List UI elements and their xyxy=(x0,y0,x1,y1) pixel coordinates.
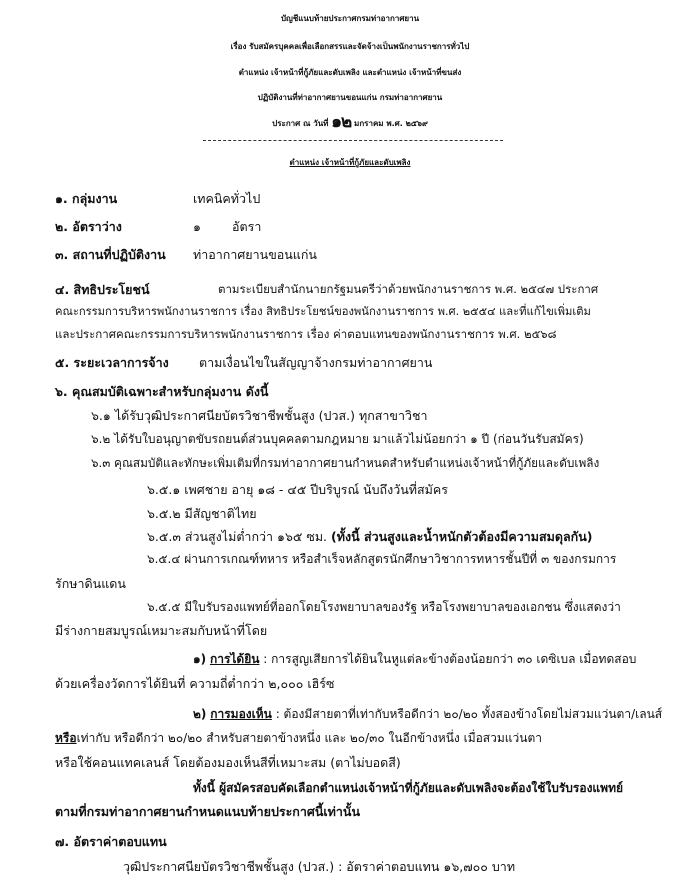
s4-line-2: คณะกรรมการบริหารพนักงานราชการ เรื่อง สิทธิประโยชน์ของพนักงานราชการ พ.ศ. ๒๕๕๔ และที่แก้ไขเพิ่มเติม xyxy=(55,305,591,318)
s6-sub-4-line-1: ๖.๕.๔ ผ่านการเกณฑ์ทหาร หรือสำเร็จหลักสูตรนักศึกษาวิชาการทหารชั้นปีที่ ๓ ของกรมการ xyxy=(147,552,617,566)
hearing-line-1 xyxy=(193,651,636,668)
date-day-handwritten: ๑๒ xyxy=(331,112,352,132)
s1-label: ๑. กลุ่มงาน xyxy=(55,191,118,206)
s2-num: ๑ xyxy=(193,219,201,234)
s6-sub-1: ๖.๕.๑ เพศชาย อายุ ๑๘ - ๔๕ ปีบริบูรณ์ นับถึงวันที่สมัคร xyxy=(147,482,448,497)
s4-label: ๔. สิทธิประโยชน์ xyxy=(55,282,150,297)
s6-sub-3-text: ๖.๕.๓ ส่วนสูงไม่ต่ำกว่า ๑๖๕ ซม. xyxy=(147,529,328,544)
vision-text: : ต้องมีสายตาที่เท่ากับหรือดีกว่า ๒๐/๒๐ ทั้งสองข้างโดยไม่สวมแว่นตา/เลนส์ xyxy=(275,707,663,721)
announce-date xyxy=(0,114,700,132)
vision-num: ๒) xyxy=(193,707,207,721)
s6-item-2: ๖.๒ ได้รับใบอนุญาตขับรถยนต์ส่วนบุคคลตามกฎหมาย มาแล้วไม่น้อยกว่า ๑ ปี (ก่อนวันรับสมัคร) xyxy=(91,432,584,446)
s3-value: ท่าอากาศยานขอนแก่น xyxy=(193,247,317,262)
vision-label: การมองเห็น xyxy=(210,707,272,721)
separator-line xyxy=(203,140,503,141)
s2-unit: อัตรา xyxy=(232,219,262,234)
s6-sub-4-line-2: รักษาดินแดน xyxy=(55,576,126,591)
s3-label: ๓. สถานที่ปฏิบัติงาน xyxy=(55,247,166,262)
vision-line-1 xyxy=(193,706,662,723)
s6-item-1: ๖.๑ ได้รับวุฒิประกาศนียบัตรวิชาชีพชั้นสูง (ปวส.) ทุกสาขาวิชา xyxy=(91,408,428,423)
s6-heading: ๖. คุณสมบัติเฉพาะสำหรับกลุ่มงาน ดังนี้ xyxy=(55,384,269,399)
hearing-label: การได้ยิน xyxy=(209,652,260,666)
vision-or: หรือ xyxy=(55,731,77,745)
s6-sub-5-line-2: มีร่างกายสมบูรณ์เหมาะสมกับหน้าที่โดย xyxy=(55,623,268,638)
s5-value: ตามเงื่อนไขในสัญญาจ้างกรมท่าอากาศยาน xyxy=(199,355,433,370)
hearing-num: ๑) xyxy=(193,652,207,666)
s2-label: ๒. อัตราว่าง xyxy=(55,219,122,234)
s6-item-3: ๖.๓ คุณสมบัติและทักษะเพิ่มเติมที่กรมท่าอากาศยานกำหนดสำหรับตำแหน่งเจ้าหน้าที่กู้ภัยและดับเพลิง xyxy=(91,456,600,470)
hearing-line-2: ด้วยเครื่องวัดการได้ยินที่ ความถี่ต่ำกว่า ๒,๐๐๐ เฮิร์ซ xyxy=(55,676,335,691)
s6-sub-5-line-1: ๖.๕.๕ มีใบรับรองแพทย์ที่ออกโดยโรงพยาบาลของรัฐ หรือโรงพยาบาลของเอกชน ซึ่งแสดงว่า xyxy=(147,600,621,614)
note-line-1: ทั้งนี้ ผู้สมัครสอบคัดเลือกตำแหน่งเจ้าหน้าที่กู้ภัยและดับเพลิงจะต้องใช้ใบรับรองแพทย์ xyxy=(193,781,624,795)
s6-sub-3-bold: (ทั้งนี้ ส่วนสูงและน้ำหนักตัวต้องมีความสมดุลกัน) xyxy=(331,529,593,544)
header-line-3: ตำแหน่ง เจ้าหน้าที่กู้ภัยและดับเพลิง และตำแหน่ง เจ้าหน้าที่ขนส่ง xyxy=(238,68,462,77)
s6-sub-2: ๖.๕.๒ มีสัญชาติไทย xyxy=(147,506,257,521)
header-line-4: ปฏิบัติงานที่ท่าอากาศยานขอนแก่น กรมท่าอากาศยาน xyxy=(257,93,443,102)
header-line-1: บัญชีแนบท้ายประกาศกรมท่าอากาศยาน xyxy=(280,14,420,23)
s7-heading: ๗. อัตราค่าตอบแทน xyxy=(55,834,167,849)
header-line-2: เรื่อง รับสมัครบุคคลเพื่อเลือกสรรและจัดจ้างเป็นพนักงานราชการทั่วไป xyxy=(230,42,470,51)
position-title: ตำแหน่ง เจ้าหน้าที่กู้ภัยและดับเพลิง xyxy=(289,158,411,167)
s1-value: เทคนิคทั่วไป xyxy=(193,191,261,206)
s7-detail: วุฒิประกาศนียบัตรวิชาชีพชั้นสูง (ปวส.) : อัตราค่าตอบแทน ๑๖,๗๐๐ บาท xyxy=(123,859,516,874)
s4-line-3: และประกาศคณะกรรมการบริหารพนักงานราชการ เรื่อง ค่าตอบแทนของพนักงานราชการ พ.ศ. ๒๕๖๘ xyxy=(55,327,557,341)
s5-label: ๕. ระยะเวลาการจ้าง xyxy=(55,355,169,370)
vision-line-2 xyxy=(55,730,542,747)
vision-line-2-text: เท่ากับ หรือดีกว่า ๒๐/๒๐ สำหรับสายตาข้างหนึ่ง และ ๒๐/๓๐ ในอีกข้างหนึ่ง เมื่อสวมแว่นตา xyxy=(76,731,542,745)
date-suffix: มกราคม พ.ศ. ๒๕๖๙ xyxy=(354,119,428,128)
s4-line-1: ตามระเบียบสำนักนายกรัฐมนตรีว่าด้วยพนักงานราชการ พ.ศ. ๒๕๔๗ ประกาศ xyxy=(218,282,599,296)
note-line-2: ตามที่กรมท่าอากาศยานกำหนดแนบท้ายประกาศนี้เท่านั้น xyxy=(55,804,360,819)
date-prefix: ประกาศ ณ วันที่ xyxy=(272,119,329,128)
vision-line-3: หรือใช้คอนแทคเลนส์ โดยต้องมองเห็นสีที่เหมาะสม (ตาไม่บอดสี) xyxy=(55,755,401,770)
hearing-text: : การสูญเสียการได้ยินในหูแต่ละข้างต้องน้อยกว่า ๓๐ เดซิเบล เมื่อทดสอบ xyxy=(263,652,637,666)
s6-sub-3 xyxy=(147,528,592,545)
